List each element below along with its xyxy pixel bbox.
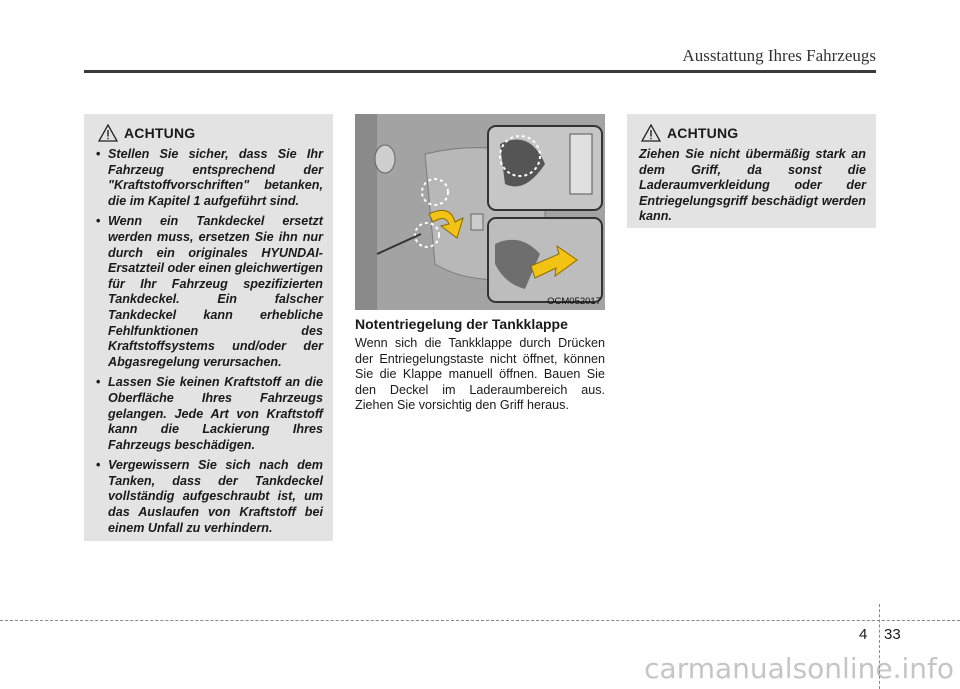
warning-text: Ziehen Sie nicht übermäßig stark an dem Griff, da sonst die Laderaumverkleidung oder der Entriegelungsgriff beschädigt werden kann. (639, 147, 866, 224)
figure-label: OCM052017 (547, 296, 601, 307)
header-title: Ausstattung Ihres Fahrzeugs (682, 46, 876, 65)
footer-rule (0, 620, 960, 621)
warning-item: • Stellen Sie sicher, dass Sie Ihr Fahrzeug entsprechend der "Kraftstoffvorschriften" betanken, die im Kapitel 1 aufgeführt sind. (96, 147, 323, 209)
watermark: carmanualsonline.info (644, 652, 954, 685)
section-body: Wenn sich die Tankklappe durch Drücken der Entriegelungstaste nicht öffnet, können Sie die Klappe manuell öffnen. Bauen Sie den Deckel im Laderaumbereich aus. Ziehen Sie vorsichtig den Griff heraus. (355, 336, 605, 413)
warning-title: ACHTUNG (124, 125, 196, 141)
warning-box-right (627, 114, 876, 228)
header-rule (84, 70, 876, 73)
warning-item: • Vergewissern Sie sich nach dem Tanken, dass der Tankdeckel vollständig aufgeschraubt ist, um das Auslaufen von Kraftstoff bei einem Unfall zu verhindern. (96, 458, 323, 536)
page-number: 33 (884, 626, 901, 643)
warning-list (96, 147, 323, 536)
fuel-door-illustration (355, 114, 605, 310)
warning-header (641, 124, 866, 142)
warning-triangle-icon (98, 124, 118, 142)
warning-header (98, 124, 323, 142)
section-title: Notentriegelung der Tankklappe (355, 316, 568, 332)
warning-title: ACHTUNG (667, 125, 739, 141)
warning-box-left (84, 114, 333, 541)
warning-item: • Lassen Sie keinen Kraftstoff an die Oberfläche Ihres Fahrzeugs gelangen. Jede Art von Kraftstoff kann die Lackierung Ihres Fahrzeugs beschädigen. (96, 375, 323, 453)
warning-item: • Wenn ein Tankdeckel ersetzt werden muss, ersetzen Sie ihn nur durch ein originales HYUNDAI-Ersatzteil oder einen gleichwertigen für Ihr Fahrzeug spezifizierten Tankdeckel. Ein falscher Tankdeckel kann erhebliche Fehlfunktionen des Kraftstoffsystems und/oder der Abgasregelung verursachen. (96, 214, 323, 370)
warning-triangle-icon (641, 124, 661, 142)
chapter-number: 4 (859, 626, 868, 643)
